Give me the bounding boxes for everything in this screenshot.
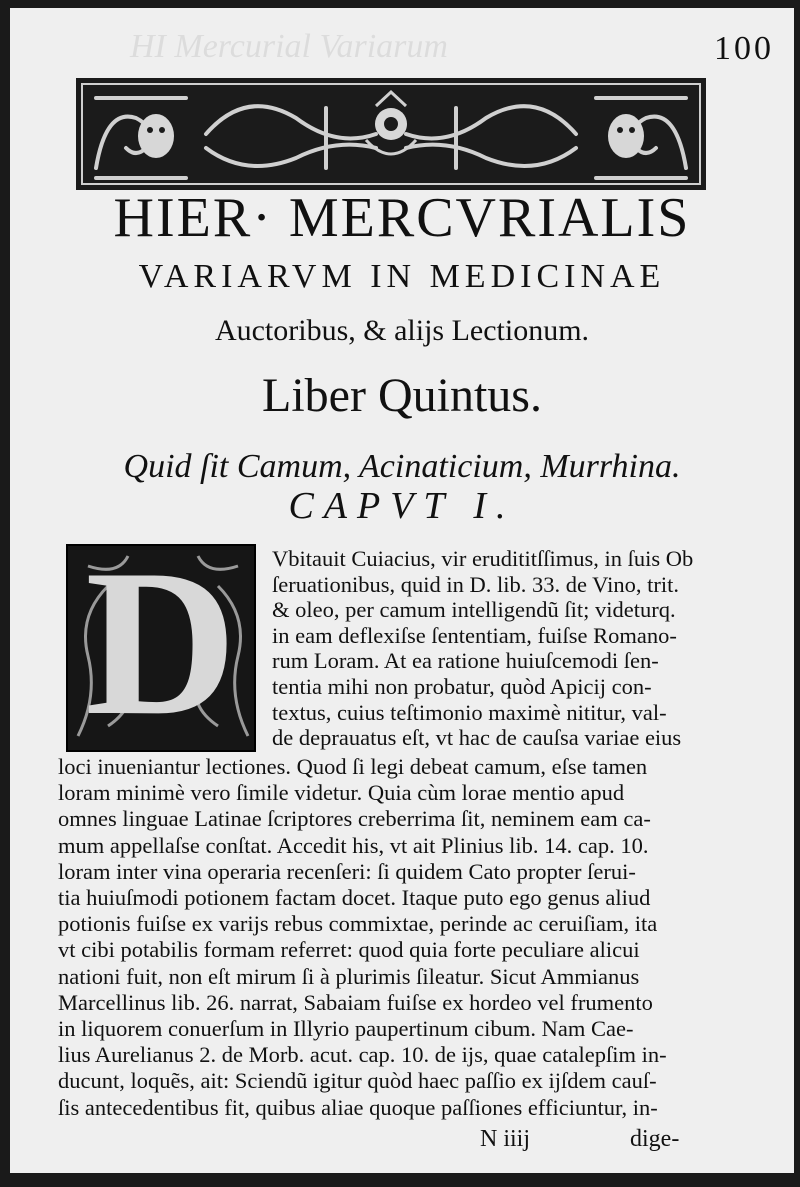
page-number: 100 bbox=[714, 30, 774, 67]
text-line: omnes linguae Latinae ſcriptores creberrima ſit, neminem eam ca- bbox=[58, 806, 651, 832]
text-line: loram inter vina operaria recenſeri: ſi quidem Cato propter ſerui- bbox=[58, 858, 636, 884]
text-line: de deprauatus eſt, vt hac de cauſsa variae eius bbox=[272, 725, 682, 751]
signature-mark: N iiij bbox=[480, 1126, 531, 1152]
text-line: potionis fuiſse ex varijs rebus commixtae, perinde ac ceruiſiam, ita bbox=[58, 911, 658, 937]
decorated-initial bbox=[66, 544, 256, 752]
work-subtitle: Auctoribus, & alijs Lectionum. bbox=[214, 314, 590, 347]
catchword: dige- bbox=[630, 1126, 680, 1152]
body-paragraph bbox=[58, 754, 748, 1121]
text-line: mum appellaſse conſtat. Accedit his, vt ait Plinius lib. 14. cap. 10. bbox=[58, 832, 649, 858]
work-title: VARIARVM IN MEDICINAE bbox=[138, 258, 666, 295]
author-title: HIER· MERCVRIALIS bbox=[113, 187, 691, 249]
text-line: Vbitauit Cuiacius, vir erudititſſimus, in ſuis Ob bbox=[272, 546, 694, 571]
text-line: tia huiuſmodi potionem factam docet. Itaque puto ego genus aliud bbox=[58, 885, 651, 911]
text-line: in liquorem conuerſum in Illyrio paupertinum cibum. Nam Cae- bbox=[58, 1016, 634, 1042]
text-line: rum Loram. At ea ratione huiuſcemodi ſen- bbox=[272, 648, 659, 674]
headpiece-ornament bbox=[76, 78, 706, 190]
initial-letter: D bbox=[85, 544, 237, 752]
text-line: tentia mihi non probatur, quòd Apicij con- bbox=[272, 673, 652, 699]
text-line: vt cibi potabilis formam referret: quod quia forte peculiare alicui bbox=[58, 937, 640, 963]
text-line: in eam deflexiſse ſententiam, fuiſse Romano- bbox=[272, 622, 677, 648]
chapter-number: CAPVT I. bbox=[288, 485, 516, 527]
chapter-heading: Quid ſit Camum, Acinaticium, Murrhina. bbox=[123, 448, 681, 485]
text-line: Marcellinus lib. 26. narrat, Sabaiam fuiſse ex hordeo vel frumento bbox=[58, 989, 653, 1015]
bleed-through-text: HI Mercurial Variarum bbox=[130, 28, 448, 65]
text-line: loram minimè vero ſimile videtur. Quia cùm lorae mentio apud bbox=[58, 780, 625, 806]
opening-paragraph bbox=[272, 546, 742, 751]
text-line: textus, cuius teſtimonio maximè nititur, val- bbox=[272, 699, 667, 725]
text-line: loci inueniantur lectiones. Quod ſi legi debeat camum, eſse tamen bbox=[58, 754, 648, 779]
page-footer bbox=[10, 1126, 794, 1160]
text-line: nationi fuit, non eſt mirum ſi à plurimis ſileatur. Sicut Ammianus bbox=[58, 963, 640, 989]
text-line: ducunt, loquẽs, ait: Sciendũ igitur quòd haec paſſio ex ijſdem cauſ- bbox=[58, 1068, 657, 1094]
text-line: lius Aurelianus 2. de Morb. acut. cap. 10. de ijs, quae catalepſim in- bbox=[58, 1042, 667, 1068]
text-line: ſeruationibus, quid in D. lib. 33. de Vino, trit. bbox=[272, 571, 679, 597]
text-line: ſis antecedentibus fit, quibus aliae quoque paſſiones efficiuntur, in- bbox=[58, 1094, 658, 1120]
book-page bbox=[10, 8, 794, 1173]
text-line: & oleo, per camum intelligendũ ſit; videturq. bbox=[272, 597, 676, 623]
book-title: Liber Quintus. bbox=[262, 369, 542, 422]
